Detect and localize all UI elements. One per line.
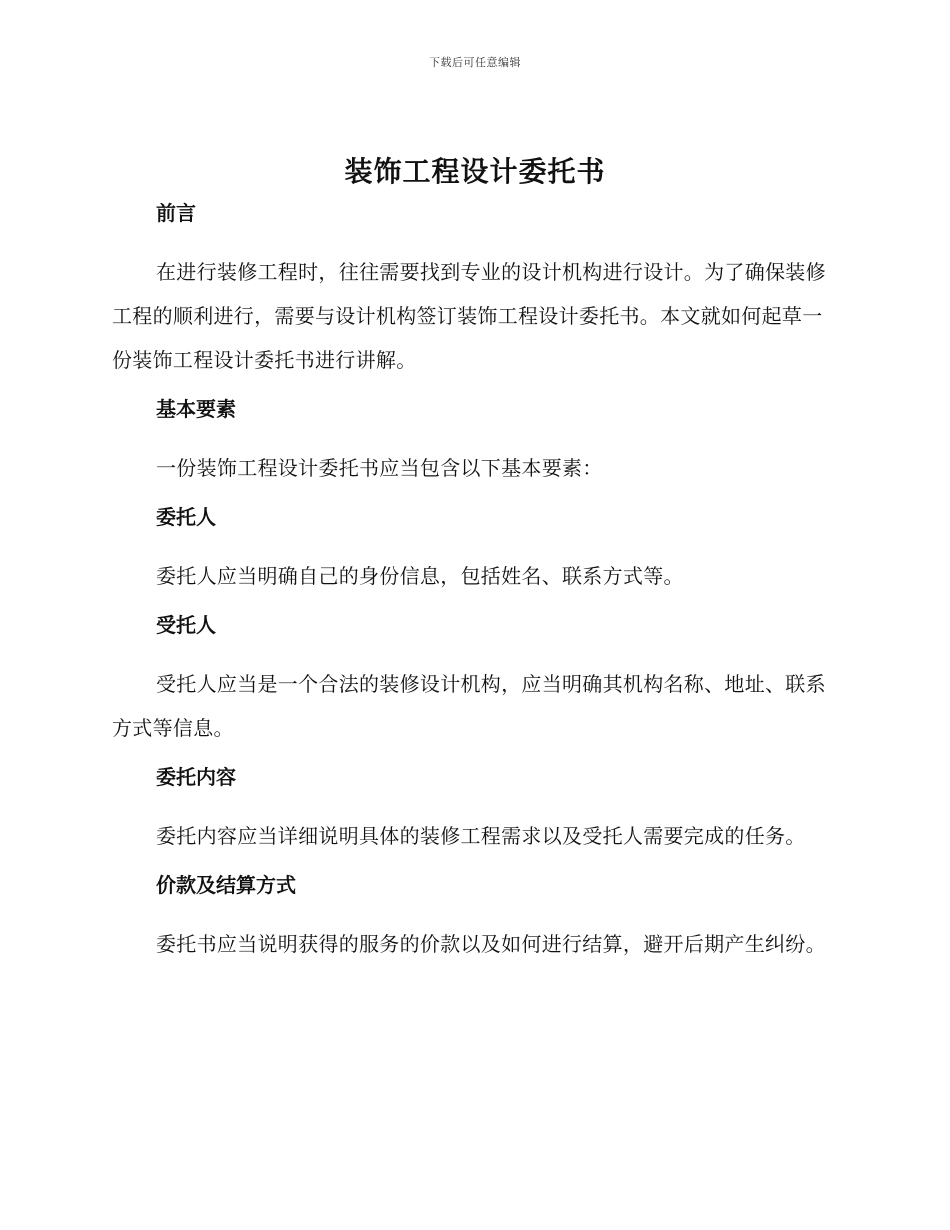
section-paragraph-payment: 委托书应当说明获得的服务的价款以及如何进行结算，避开后期产生纠纷。 (156, 932, 826, 956)
document-body (112, 196, 834, 976)
section-paragraph-basic-elements: 一份装饰工程设计委托书应当包含以下基本要素： (156, 456, 603, 480)
section-paragraph-scope: 委托内容应当详细说明具体的装修工程需求以及受托人需要完成的任务。 (156, 824, 806, 848)
section-heading-principal: 委托人 (156, 505, 216, 529)
section-heading-scope: 委托内容 (156, 765, 236, 789)
section-heading-preface: 前言 (156, 201, 196, 225)
header-note: 下载后可任意编辑 (429, 56, 521, 69)
document-title: 装饰工程设计委托书 (344, 155, 606, 188)
section-heading-payment: 价款及结算方式 (156, 873, 296, 897)
section-paragraph-agent: 受托人应当是一个合法的装修设计机构，应当明确其机构名称、地址、联系方式等信息。 (112, 672, 826, 740)
section-paragraph-preface: 在进行装修工程时，往往需要找到专业的设计机构进行设计。为了确保装修工程的顺利进行，需要与设计机构签订装饰工程设计委托书。本文就如何起草一份装饰工程设计委托书进行讲解。 (112, 260, 826, 372)
section-paragraph-principal: 委托人应当明确自己的身份信息，包括姓名、联系方式等。 (156, 564, 684, 588)
section-heading-agent: 受托人 (156, 613, 216, 637)
section-heading-basic-elements: 基本要素 (156, 397, 236, 421)
